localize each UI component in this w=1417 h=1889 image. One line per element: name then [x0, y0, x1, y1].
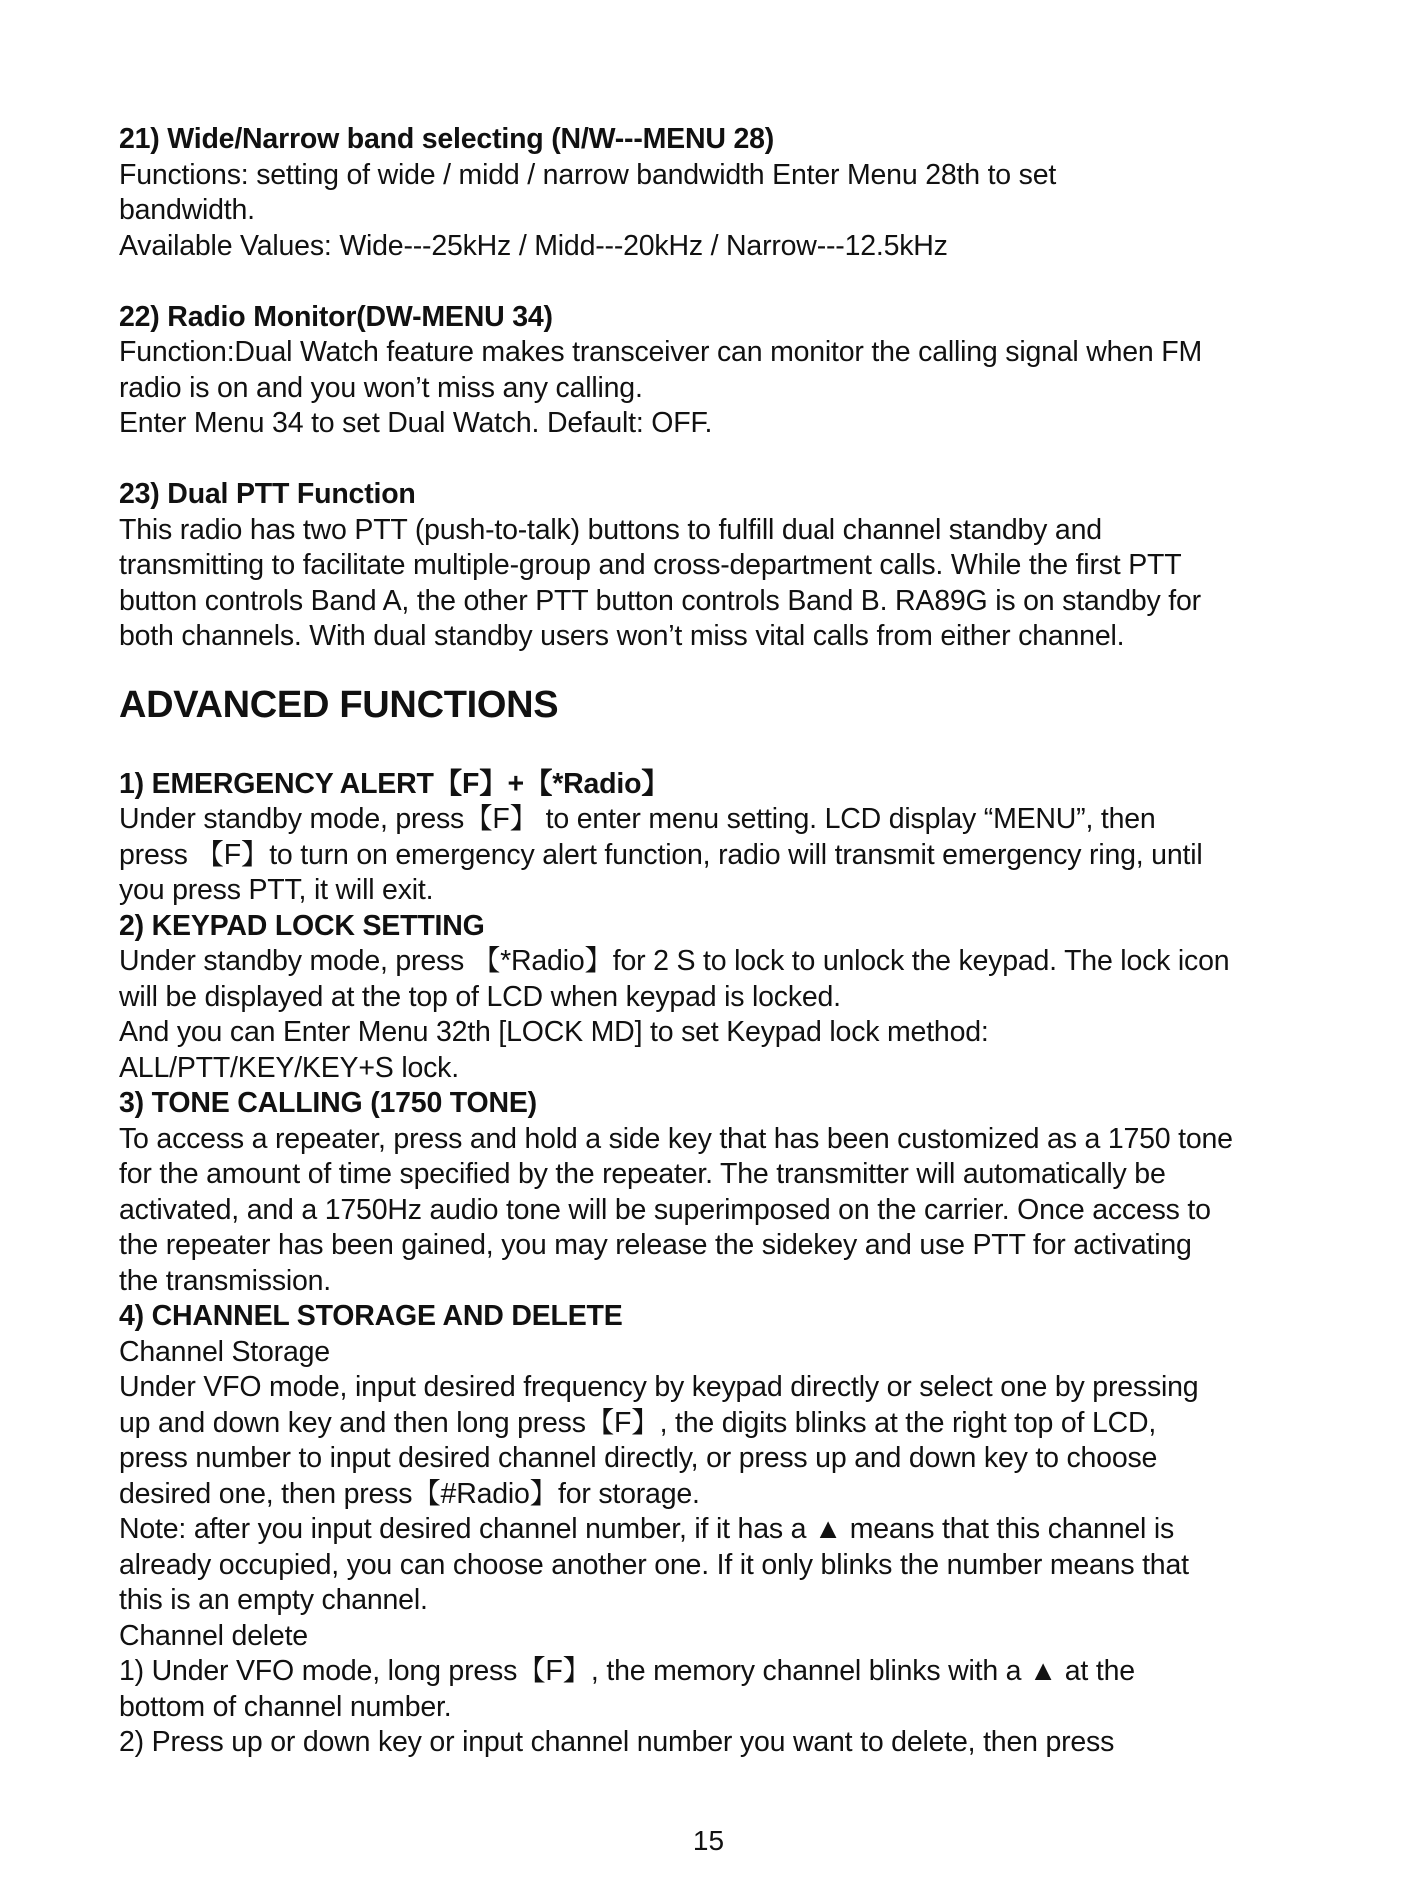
- body-line: press 【F】to turn on emergency alert function, radio will transmit emergency ring, until: [119, 838, 1203, 871]
- advanced-item-keypad-lock: [119, 909, 1319, 1087]
- section-heading: 1) EMERGENCY ALERT【F】+【*Radio】: [119, 767, 670, 800]
- body-line: And you can Enter Menu 32th [LOCK MD] to set Keypad lock method:: [119, 1016, 989, 1048]
- body-line: already occupied, you can choose another one. If it only blinks the number means that: [119, 1548, 1189, 1581]
- body-line: Channel delete: [119, 1619, 308, 1652]
- manual-page-content: [119, 122, 1319, 1761]
- section-22: [119, 300, 1319, 442]
- body-line: 2) Press up or down key or input channel number you want to delete, then press: [119, 1726, 1115, 1758]
- body-line: Available Values: Wide---25kHz / Midd---20kHz / Narrow---12.5kHz: [119, 229, 948, 262]
- body-line: Under standby mode, press 【*Radio】for 2 S to lock to unlock the keypad. The lock icon: [119, 945, 1230, 977]
- body-line: the repeater has been gained, you may release the sidekey and use PTT for activating: [119, 1229, 1192, 1261]
- section-23: [119, 477, 1319, 655]
- section-heading: 4) CHANNEL STORAGE AND DELETE: [119, 1300, 623, 1332]
- body-line: you press PTT, it will exit.: [119, 874, 434, 906]
- body-line: Functions: setting of wide / midd / narrow bandwidth Enter Menu 28th to set: [119, 158, 1057, 191]
- body-line: 1) Under VFO mode, long press【F】, the memory channel blinks with a ▲ at the: [119, 1655, 1135, 1687]
- page-number: 15: [692, 1825, 725, 1856]
- body-line: transmitting to facilitate multiple-group and cross-department calls. While the first PTT: [119, 549, 1182, 581]
- body-line: Under VFO mode, input desired frequency by keypad directly or select one by pressing: [119, 1371, 1199, 1403]
- paragraph-spacer: [119, 655, 1319, 681]
- body-line: press number to input desired channel directly, or press up and down key to choose: [119, 1442, 1158, 1474]
- body-line: Under standby mode, press【F】 to enter menu setting. LCD display “MENU”, then: [119, 803, 1156, 835]
- body-line: button controls Band A, the other PTT button controls Band B. RA89G is on standby for: [119, 584, 1201, 617]
- body-line: bandwidth.: [119, 194, 255, 226]
- advanced-item-emergency-alert: [119, 767, 1319, 909]
- body-line: Note: after you input desired channel number, if it has a ▲ means that this channel is: [119, 1513, 1175, 1545]
- paragraph-spacer: [119, 729, 1319, 767]
- body-line: ALL/PTT/KEY/KEY+S lock.: [119, 1051, 459, 1084]
- section-heading: 2) KEYPAD LOCK SETTING: [119, 909, 485, 942]
- body-line: up and down key and then long press【F】, the digits blinks at the right top of LCD,: [119, 1406, 1157, 1439]
- body-line: bottom of channel number.: [119, 1690, 452, 1723]
- body-line: the transmission.: [119, 1264, 332, 1297]
- section-heading: 21) Wide/Narrow band selecting (N/W---MENU 28): [119, 123, 775, 155]
- body-line: Function:Dual Watch feature makes transceiver can monitor the calling signal when FM: [119, 336, 1203, 368]
- paragraph-spacer: [119, 264, 1319, 300]
- body-line: desired one, then press【#Radio】for storage.: [119, 1477, 700, 1510]
- body-line: radio is on and you won’t miss any calling.: [119, 371, 643, 404]
- paragraph-spacer: [119, 442, 1319, 478]
- advanced-functions-title: ADVANCED FUNCTIONS: [119, 683, 559, 726]
- body-line: will be displayed at the top of LCD when keypad is locked.: [119, 980, 841, 1013]
- section-21: [119, 122, 1319, 264]
- advanced-item-tone-calling: [119, 1086, 1319, 1299]
- body-line: for the amount of time specified by the repeater. The transmitter will automatically be: [119, 1158, 1166, 1190]
- body-line: activated, and a 1750Hz audio tone will be superimposed on the carrier. Once access to: [119, 1193, 1211, 1226]
- body-line: this is an empty channel.: [119, 1584, 428, 1616]
- section-heading: 23) Dual PTT Function: [119, 478, 416, 510]
- body-line: Enter Menu 34 to set Dual Watch. Default: OFF.: [119, 407, 713, 439]
- body-line: Channel Storage: [119, 1335, 330, 1368]
- advanced-item-channel-storage: [119, 1299, 1319, 1761]
- body-line: both channels. With dual standby users won’t miss vital calls from either channel.: [119, 620, 1125, 652]
- body-line: This radio has two PTT (push-to-talk) buttons to fulfill dual channel standby and: [119, 513, 1102, 546]
- section-heading: 22) Radio Monitor(DW-MENU 34): [119, 300, 553, 333]
- section-heading: 3) TONE CALLING (1750 TONE): [119, 1087, 537, 1119]
- body-line: To access a repeater, press and hold a side key that has been customized as a 1750 tone: [119, 1122, 1233, 1155]
